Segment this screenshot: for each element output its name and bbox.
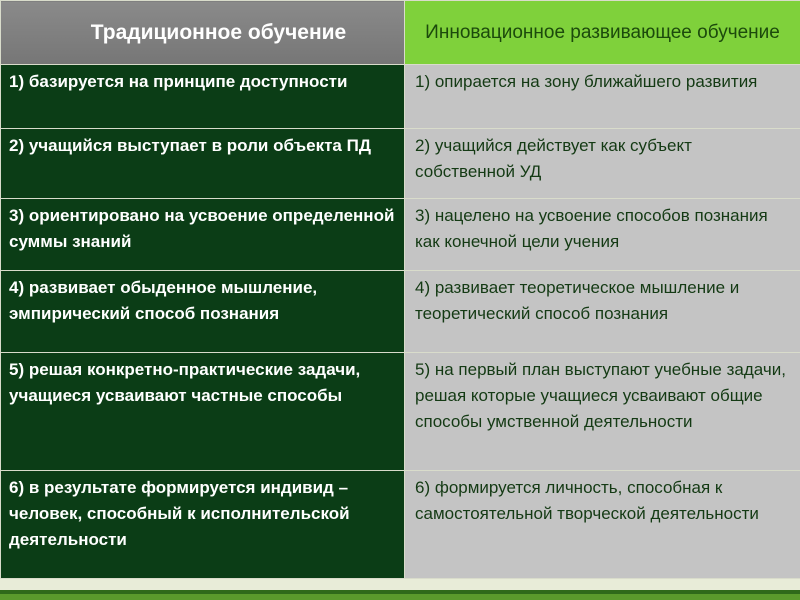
traditional-cell-3: 3) ориентировано на усвоение определенной суммы знаний (1, 199, 405, 271)
innovative-cell-5: 5) на первый план выступают учебные задачи, решая которые учащиеся усваивают общие способы умственной деятельности (405, 353, 800, 471)
table-row (1, 65, 800, 129)
table-row (1, 129, 800, 199)
table-row (1, 471, 800, 579)
traditional-cell-2: 2) учащийся выступает в роли объекта ПД (1, 129, 405, 199)
table-row (1, 199, 800, 271)
header-traditional: Традиционное обучение (1, 1, 405, 65)
traditional-cell-4: 4) развивает обыденное мышление, эмпирический способ познания (1, 271, 405, 353)
table-row (1, 271, 800, 353)
innovative-cell-1: 1) опирается на зону ближайшего развития (405, 65, 800, 129)
traditional-cell-6: 6) в результате формируется индивид – человек, способный к исполнительской деятельности (1, 471, 405, 579)
innovative-cell-3: 3) нацелено на усвоение способов познания как конечной цели учения (405, 199, 800, 271)
bottom-accent-bar (0, 590, 800, 600)
innovative-cell-2: 2) учащийся действует как субъект собственной УД (405, 129, 800, 199)
innovative-cell-4: 4) развивает теоретическое мышление и теоретический способ познания (405, 271, 800, 353)
traditional-cell-1: 1) базируется на принципе доступности (1, 65, 405, 129)
innovative-cell-6: 6) формируется личность, способная к самостоятельной творческой деятельности (405, 471, 800, 579)
table-row (1, 353, 800, 471)
traditional-cell-5: 5) решая конкретно-практические задачи, учащиеся усваивают частные способы (1, 353, 405, 471)
table-header-row (1, 1, 800, 65)
header-innovative: Инновационное развивающее обучение (405, 1, 800, 65)
